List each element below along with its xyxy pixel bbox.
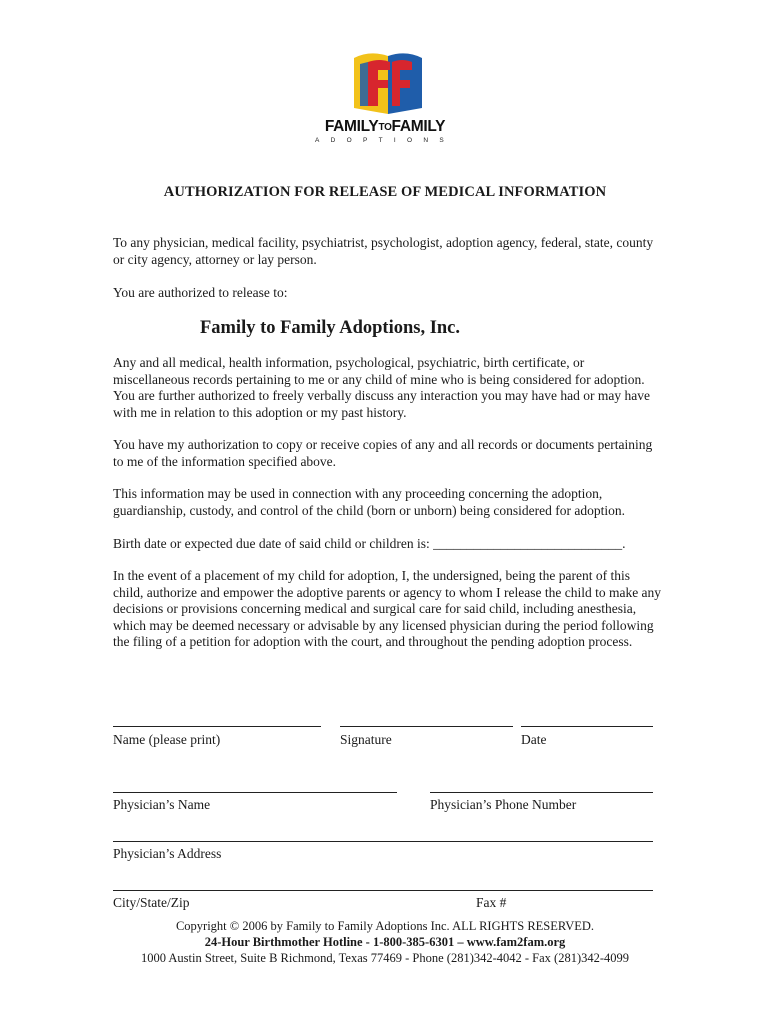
date-label: Date: [521, 732, 547, 747]
name-line[interactable]: [113, 726, 321, 727]
city-state-zip-line[interactable]: [113, 890, 653, 891]
physician-name-line[interactable]: [113, 792, 397, 793]
logo-wordmark: [300, 118, 470, 136]
signature-label: Signature: [340, 732, 392, 747]
document-title: AUTHORIZATION FOR RELEASE OF MEDICAL INFORMATION: [163, 184, 607, 200]
usage-paragraph: This information may be used in connection with any proceeding concerning the adoption, guardianship, custody, and control of the child (born or unborn) being considered for adoption.: [113, 486, 625, 518]
logo-word-2: FAMILY: [391, 118, 446, 135]
family-to-family-logo: [340, 48, 436, 120]
physician-phone-label: Physician’s Phone Number: [430, 797, 577, 812]
logo-word-1: FAMILY: [324, 118, 379, 135]
footer-address: 1000 Austin Street, Suite B Richmond, Texas 77469 - Phone (281)342-4042 - Fax (281)342-4099: [140, 951, 630, 965]
logo-subtitle: ADOPTIONS: [315, 137, 455, 144]
logo-word-to: TO: [378, 122, 392, 133]
release-paragraph: Any and all medical, health information, psychological, psychiatric, birth certificate, or miscellaneous records pertaining to me or any child of mine who is being considered for adoption. You are further authorized to freely verbally discuss any interaction you may have had or may have with me in relation to this adoption or my past history.: [113, 355, 650, 420]
physician-address-line[interactable]: [113, 841, 653, 842]
ff-logo-icon: [340, 48, 436, 120]
footer-hotline: 24-Hour Birthmother Hotline - 1-800-385-6301 – www.fam2fam.org: [204, 935, 566, 949]
copy-paragraph: You have my authorization to copy or receive copies of any and all records or documents pertaining to me of the information specified above.: [113, 437, 653, 469]
physician-phone-line[interactable]: [430, 792, 653, 793]
authorized-line: You are authorized to release to:: [113, 285, 288, 300]
signature-line[interactable]: [340, 726, 513, 727]
birth-date-line[interactable]: Birth date or expected due date of said child or children is: ____________________________.: [113, 536, 626, 551]
name-label: Name (please print): [113, 732, 221, 747]
organization-name: Family to Family Adoptions, Inc.: [199, 318, 461, 338]
physician-address-label: Physician’s Address: [113, 846, 222, 861]
city-state-zip-label: City/State/Zip: [113, 895, 190, 910]
intro-paragraph: To any physician, medical facility, psychiatrist, psychologist, adoption agency, federal, state, county or city agency, attorney or lay person.: [113, 235, 654, 267]
footer-copyright: Copyright © 2006 by Family to Family Adoptions Inc. ALL RIGHTS RESERVED.: [175, 919, 595, 933]
placement-paragraph: In the event of a placement of my child for adoption, I, the undersigned, being the parent of this child, authorize and empower the adoptive parents or agency to whom I release the child to make any decisions or provisions concerning medical and surgical care for said child, including anesthesia, which may be deemed necessary or advisable by any licensed physician during the period following the filing of a petition for adoption with the court, and throughout the pending adoption process.: [113, 568, 662, 650]
physician-name-label: Physician’s Name: [113, 797, 211, 812]
fax-label: Fax #: [476, 895, 507, 910]
date-line[interactable]: [521, 726, 653, 727]
